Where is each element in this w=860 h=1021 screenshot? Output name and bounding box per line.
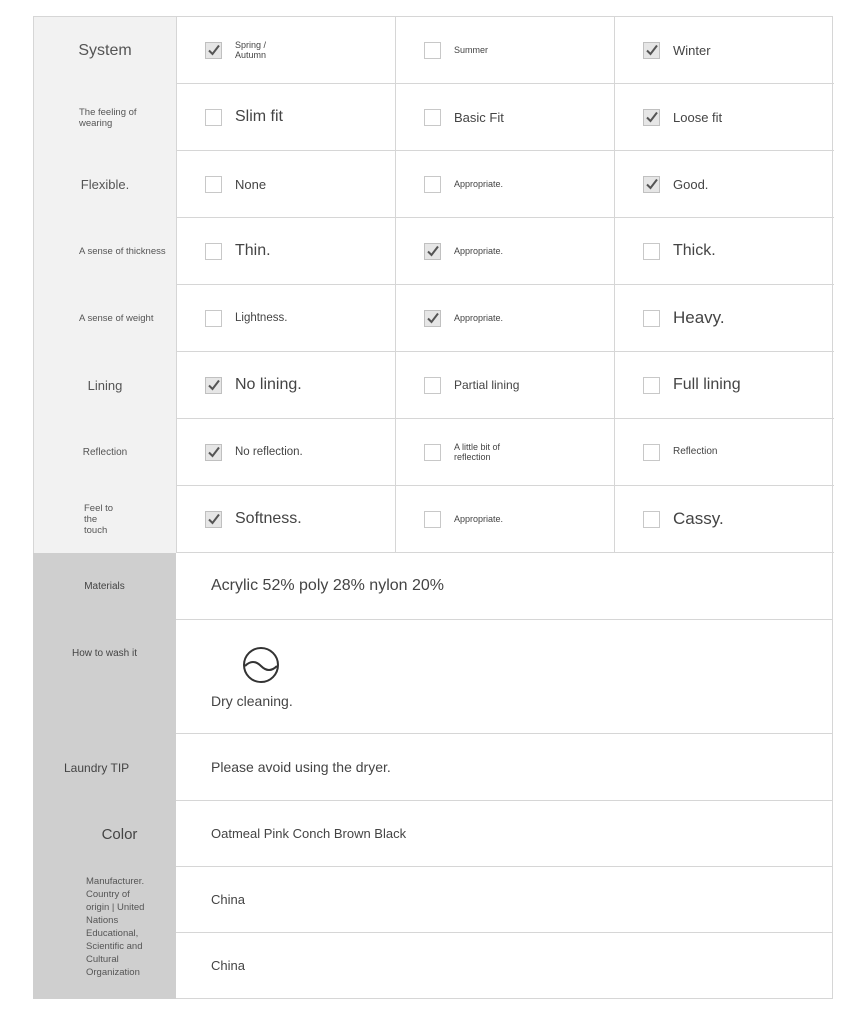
checkbox-checked[interactable] — [643, 42, 660, 59]
option-cell — [396, 218, 615, 285]
option-cell — [615, 285, 834, 352]
option-label: Appropriate. — [454, 246, 504, 256]
tip-row — [33, 734, 833, 801]
tip-value: Please avoid using the dryer. — [176, 734, 833, 801]
color-row — [33, 801, 833, 867]
checkbox[interactable] — [643, 377, 660, 394]
option-cell — [177, 218, 396, 285]
checkbox-checked[interactable] — [424, 243, 441, 260]
row-label-system: System — [34, 17, 177, 84]
row-label-reflection: Reflection — [34, 419, 177, 486]
option-label: A little bit of reflection — [454, 442, 501, 462]
wash-row — [33, 620, 833, 734]
checkbox-checked[interactable] — [643, 109, 660, 126]
checkmark-icon — [426, 244, 440, 258]
option-label: Good. — [673, 176, 709, 192]
option-cell — [396, 151, 615, 218]
option-cell — [396, 486, 615, 553]
origin-value-2: China — [176, 933, 833, 999]
wash-value: Dry cleaning. — [211, 692, 293, 709]
checkmark-icon — [645, 110, 659, 124]
option-label: Basic Fit — [454, 109, 504, 125]
option-label: Heavy. — [673, 308, 725, 327]
option-cell — [396, 84, 615, 151]
row-label-flexible: Flexible. — [34, 151, 177, 218]
option-cell — [615, 151, 834, 218]
checkmark-icon — [207, 445, 221, 459]
checkbox[interactable] — [424, 109, 441, 126]
option-label: No lining. — [235, 376, 302, 393]
option-label: Summer — [454, 45, 489, 55]
option-cell — [177, 352, 396, 419]
option-label: Cassy. — [673, 509, 724, 528]
option-label: Full lining — [673, 376, 741, 393]
checkbox-checked[interactable] — [205, 511, 222, 528]
option-cell — [177, 486, 396, 553]
origin-label: Manufacturer. Country of origin | United Nations Educational, Scientific and Cultural Organization — [86, 876, 145, 978]
option-label: Softness. — [235, 510, 302, 527]
row-label-wearing-feel: The feeling of wearing — [34, 84, 177, 151]
materials-label: Materials — [33, 553, 176, 620]
checkbox[interactable] — [205, 310, 222, 327]
option-label: Partial lining — [454, 378, 520, 392]
row-label-touch-feel — [34, 486, 177, 553]
info-table — [33, 553, 833, 999]
option-label: No reflection. — [235, 446, 303, 458]
option-label: None — [235, 176, 267, 192]
option-cell — [177, 84, 396, 151]
checkbox[interactable] — [205, 109, 222, 126]
option-cell — [177, 17, 396, 84]
touch-feel-text: Feel to the touch — [84, 503, 114, 536]
checkbox[interactable] — [424, 444, 441, 461]
checkmark-icon — [645, 43, 659, 57]
checkbox[interactable] — [643, 243, 660, 260]
checkbox[interactable] — [643, 310, 660, 327]
row-label-lining: Lining — [34, 352, 177, 419]
option-label: Lightness. — [235, 312, 288, 324]
origin-label-cell — [33, 867, 176, 999]
wash-value-cell — [176, 620, 833, 734]
option-cell — [396, 285, 615, 352]
checkmark-icon — [207, 378, 221, 392]
option-label: Appropriate. — [454, 313, 504, 323]
option-cell — [396, 17, 615, 84]
tip-label: Laundry TIP — [33, 734, 176, 801]
option-label: Loose fit — [673, 109, 723, 125]
option-label: Thick. — [673, 242, 716, 259]
checkbox[interactable] — [205, 176, 222, 193]
origin-row — [33, 867, 833, 999]
checkbox[interactable] — [424, 176, 441, 193]
option-cell — [396, 352, 615, 419]
color-value: Oatmeal Pink Conch Brown Black — [176, 801, 833, 867]
origin-value-1: China — [176, 867, 833, 933]
option-cell — [615, 352, 834, 419]
materials-row — [33, 553, 833, 620]
option-label: Spring / Autumn — [235, 40, 267, 60]
row-label-weight: A sense of weight — [34, 285, 177, 352]
origin-values — [176, 867, 833, 999]
checkmark-icon — [207, 43, 221, 57]
checkbox[interactable] — [205, 243, 222, 260]
checkbox[interactable] — [424, 377, 441, 394]
option-cell — [177, 419, 396, 486]
checkbox[interactable] — [643, 511, 660, 528]
option-label: Slim fit — [235, 108, 283, 125]
option-label: Appropriate. — [454, 179, 504, 189]
row-label-thickness: A sense of thickness — [34, 218, 177, 285]
option-label: Reflection — [673, 446, 718, 457]
option-cell — [615, 419, 834, 486]
option-cell — [177, 151, 396, 218]
color-label: Color — [33, 801, 176, 867]
checkbox-checked[interactable] — [205, 42, 222, 59]
checkmark-icon — [426, 311, 440, 325]
option-cell — [615, 17, 834, 84]
wash-instruction — [211, 645, 293, 709]
option-cell — [615, 218, 834, 285]
option-cell — [615, 84, 834, 151]
checkbox-checked[interactable] — [205, 377, 222, 394]
option-label: Winter — [673, 42, 711, 58]
option-label: Appropriate. — [454, 514, 504, 524]
option-label: Thin. — [235, 242, 271, 259]
option-cell — [396, 419, 615, 486]
materials-value: Acrylic 52% poly 28% nylon 20% — [176, 553, 833, 620]
checkbox-checked[interactable] — [643, 176, 660, 193]
option-cell — [177, 285, 396, 352]
option-cell — [615, 486, 834, 553]
checkbox[interactable] — [643, 444, 660, 461]
checkbox-checked[interactable] — [205, 444, 222, 461]
attribute-table — [33, 16, 833, 553]
checkmark-icon — [645, 177, 659, 191]
checkbox-checked[interactable] — [424, 310, 441, 327]
wash-label: How to wash it — [33, 620, 176, 734]
checkmark-icon — [207, 512, 221, 526]
checkbox[interactable] — [424, 42, 441, 59]
dry-cleaning-icon — [241, 645, 281, 685]
checkbox[interactable] — [424, 511, 441, 528]
